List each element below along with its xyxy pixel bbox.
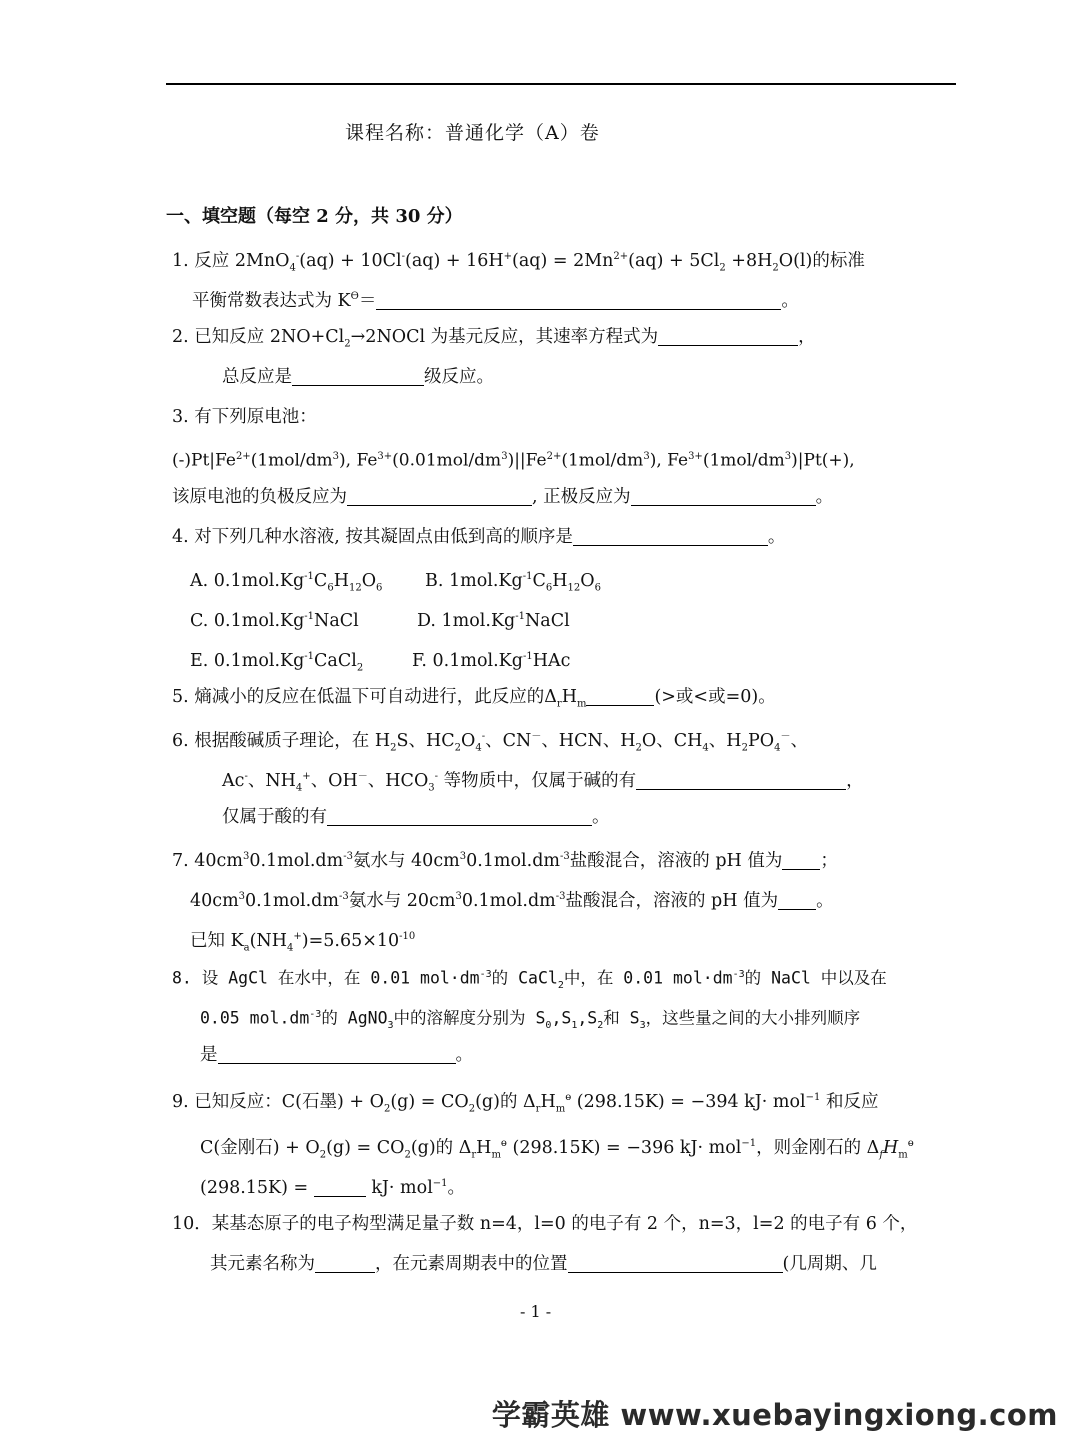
question-8-line-3: 是 。: [200, 1045, 473, 1065]
question-10-line-1: 10．某基态原子的电子构型满足量子数 n=4，l=0 的电子有 2 个，n=3，l=2 的电子有 6 个，: [172, 1214, 918, 1234]
course-title: 课程名称：普通化学（A）卷: [345, 122, 600, 144]
option-C: C. $0.1mol.Kg^{-1}NaCl$: [190, 610, 359, 631]
answer-blank[interactable]: [376, 291, 781, 310]
question-3-line-1: 3. 有下列原电池：: [172, 407, 317, 427]
answer-blank[interactable]: [218, 1045, 456, 1064]
question-8-line-2: 0.05 $mol.dm^{-3}$的 AgNO$_3$中的溶解度分别为 $S_0,S_1,S_2$和 $S_3$，这些量之间的大小排列顺序: [200, 1008, 861, 1031]
answer-blank[interactable]: [778, 891, 816, 910]
question-9-line-2: C(金刚石) + $O_2(g) = CO_2(g)$的 $\Delta_rH_m^ө$ (298.15K) = −396 kJ· mol$^{-1}$，则金刚石的 $\Delta_fH_m^ө$: [200, 1137, 914, 1161]
question-7-line-3: 已知 $K_a(NH_4^+)=5.65\times 10^{-10}$: [190, 930, 416, 954]
question-6-line-2: Ac-、$NH_4^+$、OH－、$HCO_3^-$ 等物质中，仅属于碱的有 ，: [222, 770, 864, 794]
answer-blank[interactable]: [347, 487, 532, 506]
question-2-line-2: 总反应是 级反应。: [222, 367, 494, 387]
option-E: E. $0.1mol.Kg^{-1}CaCl_2$: [190, 650, 364, 674]
question-1-line-2: 平衡常数表达式为 $K^ϴ=$ 。: [192, 290, 799, 311]
section-heading: 一、填空题（每空 2 分，共 30 分）: [166, 206, 463, 227]
answer-blank[interactable]: [782, 851, 820, 870]
header-rule: [166, 83, 956, 85]
question-10-line-2: 其元素名称为 ，在元素周期表中的位置 (几周期、几: [210, 1254, 877, 1274]
answer-blank[interactable]: [568, 1254, 783, 1273]
answer-blank[interactable]: [586, 687, 654, 706]
answer-blank[interactable]: [292, 367, 424, 386]
option-F: F. $0.1mol.Kg^{-1}HAc$: [412, 650, 571, 671]
answer-blank[interactable]: [658, 327, 798, 346]
answer-blank[interactable]: [314, 1178, 366, 1197]
page-number: - 1 -: [520, 1302, 552, 1321]
question-3-cell: $(-)Pt|Fe^{2+}(1mol/dm^3)$, $Fe^{3+}(0.01mol/dm^3)||Fe^{2+}(1mol/dm^3)$, $Fe^{3+}(1mol/dm^3)|Pt(+)$,: [172, 450, 855, 471]
question-7-line-2: $40cm^30.1mol.dm^{-3}$氨水与 $20cm^30.1mol.dm^{-3}$盐酸混合，溶液的 pH 值为 。: [190, 890, 834, 911]
answer-blank[interactable]: [631, 487, 816, 506]
answer-blank[interactable]: [327, 807, 592, 826]
answer-blank[interactable]: [315, 1254, 375, 1273]
question-4-line-1: 4. 对下列几种水溶液, 按其凝固点由低到高的顺序是 。: [172, 527, 786, 547]
answer-blank[interactable]: [573, 527, 768, 546]
question-5: 5. 熵减小的反应在低温下可自动进行，此反应的$\Delta_rH_m$ (>或<或=0)。: [172, 687, 776, 710]
question-1-line-1: 1. 反应 $2MnO_4^-(aq) + 10Cl^-(aq) + 16H^+(aq) = 2Mn^{2+}(aq) + 5Cl_2 +8H_2O(l)$的标准: [172, 250, 865, 274]
answer-blank[interactable]: [636, 771, 846, 790]
question-3-line-3: 该原电池的负极反应为 , 正极反应为 。: [172, 487, 834, 507]
option-D: D. $1mol.Kg^{-1}NaCl$: [417, 610, 570, 631]
watermark: 学霸英雄 www.xuebayingxiong.com: [491, 1398, 1058, 1432]
option-B: B. $1mol.Kg^{-1}C_6H_{12}O_6$: [425, 570, 601, 594]
question-6-line-3: 仅属于酸的有 。: [222, 807, 610, 827]
question-6-line-1: 6. 根据酸碱质子理论，在 $H_2S$、$HC_2O_4^-$、CN－、HCN、$H_2O$、$CH_4$、$H_2PO_4^-$、: [172, 730, 808, 754]
question-7-line-1: 7. $40cm^30.1mol.dm^{-3}$氨水与 $40cm^30.1mol.dm^{-3}$盐酸混合，溶液的 pH 值为 ；: [172, 850, 838, 871]
option-A: A. $0.1mol.Kg^{-1}C_6H_{12}O_6$: [190, 570, 383, 594]
question-2-line-1: 2. 已知反应 $2NO+Cl_2\to 2NOCl$ 为基元反应，其速率方程式为 ，: [172, 327, 816, 350]
question-8-line-1: 8. 设 AgCl 在水中，在 0.01 $mol\cdot dm^{-3}$的 CaCl$_2$中，在 0.01 $mol\cdot dm^{-3}$的 NaCl 中以及在: [172, 968, 887, 991]
question-9-line-1: 9. 已知反应：C(石墨) + $O_2(g) = CO_2(g)$的 $\Delta_rH_m^ө$ (298.15K) = −394 kJ· mol$^{-1}$ 和反应: [172, 1091, 879, 1115]
question-9-line-3: (298.15K) = kJ· mol$^{-1}$。: [200, 1177, 466, 1198]
